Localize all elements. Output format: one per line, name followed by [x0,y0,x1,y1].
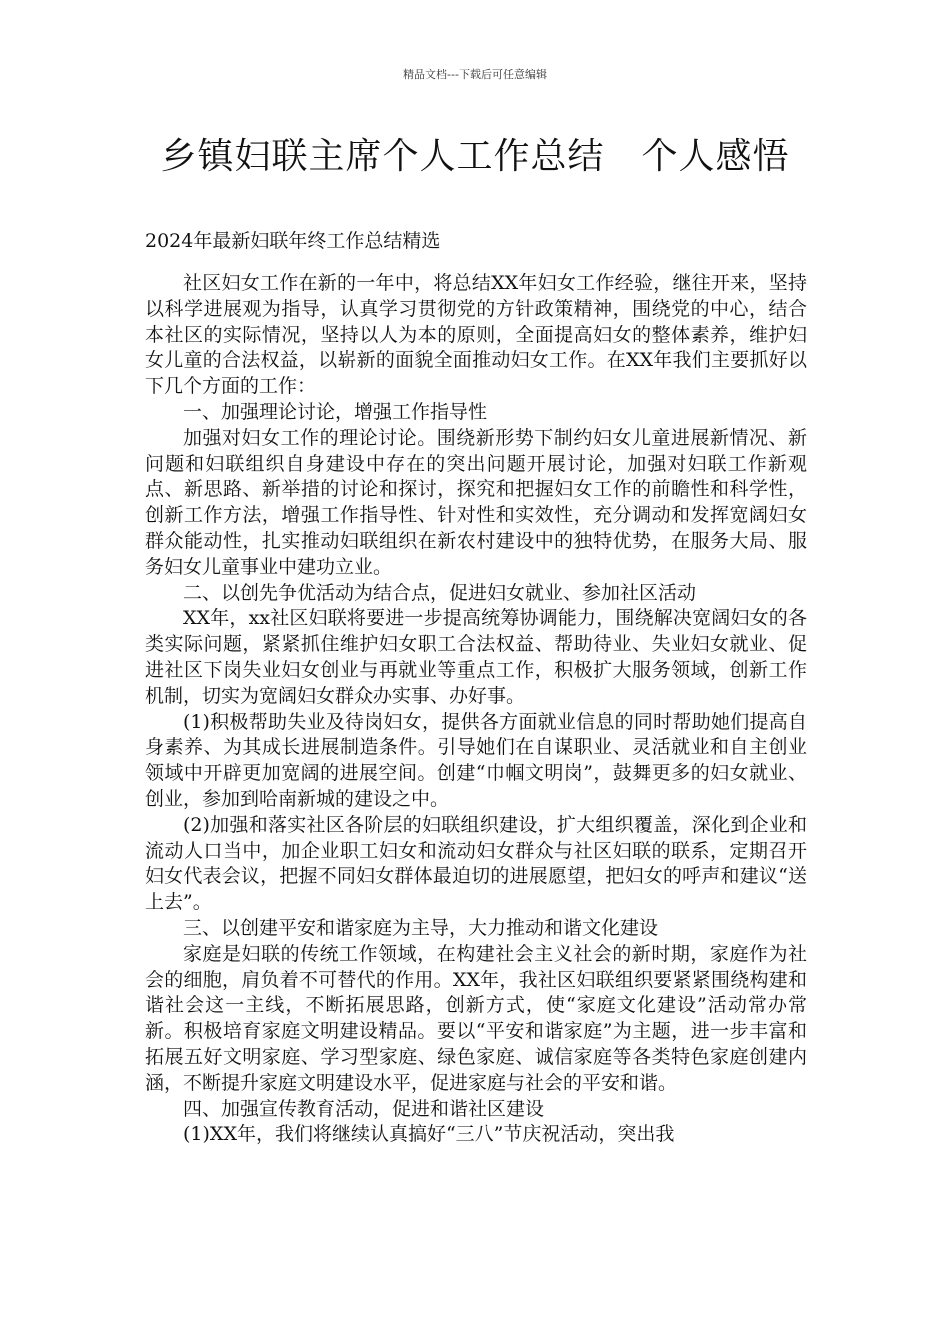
section-heading-4: 四、加强宣传教育活动，促进和谐社区建设 [183,1097,545,1120]
list-item-2: (2)加强和落实社区各阶层的妇联组织建设，扩大组织覆盖，深化到企业和流动人口当中，加企业职工妇女和流动妇女群众与社区妇联的联系，定期召开妇女代表会议，把握不同妇女群体最迫切的进展愿望，把妇女的呼声和建议“送上去”。 [145,813,807,914]
body-paragraph: 加强对妇女工作的理论讨论。围绕新形势下制约妇女儿童进展新情况、新问题和妇联组织自身建设中存在的突出问题开展讨论，加强对妇联工作新观点、新思路、新举措的讨论和探讨，探究和把握妇女工作的前瞻性和科学性，创新工作方法，增强工作指导性、针对性和实效性，充分调动和发挥宽阔妇女群众能动性，扎实推动妇联组织在新农村建设中的独特优势，在服务大局、服务妇女儿童事业中建功立业。 [145,426,807,578]
section-heading-2: 二、以创先争优活动为结合点，促进妇女就业、参加社区活动 [183,581,697,604]
list-item-3: (1)XX年，我们将继续认真搞好“三八”节庆祝活动，突出我 [183,1123,675,1146]
header-note: 精品文档---下载后可任意编辑 [403,68,547,81]
body-paragraph: 家庭是妇联的传统工作领域，在构建社会主义社会的新时期，家庭作为社会的细胞，肩负着不可替代的作用。XX年，我社区妇联组织要紧紧围绕构建和谐社会这一主线，不断拓展思路，创新方式，使“家庭文化建设”活动常办常新。积极培育家庭文明建设精品。要以“平安和谐家庭”为主题，进一步丰富和拓展五好文明家庭、学习型家庭、绿色家庭、诚信家庭等各类特色家庭创建内涵，不断提升家庭文明建设水平，促进家庭与社会的平安和谐。 [145,942,807,1094]
section-heading-1: 一、加强理论讨论，增强工作指导性 [183,400,488,423]
intro-paragraph: 社区妇女工作在新的一年中，将总结XX年妇女工作经验，继往开来，坚持以科学进展观为指导，认真学习贯彻党的方针政策精神，围绕党的中心，结合本社区的实际情况，坚持以人为本的原则，全面提高妇女的整体素养，维护妇女儿童的合法权益，以崭新的面貌全面推动妇女工作。在XX年我们主要抓好以下几个方面的工作： [145,272,807,398]
document-subtitle: 2024年最新妇联年终工作总结精选 [145,230,441,252]
document-title: 乡镇妇联主席个人工作总结 个人感悟 [160,136,790,177]
section-heading-3: 三、以创建平安和谐家庭为主导，大力推动和谐文化建设 [183,916,659,939]
list-item-1: (1)积极帮助失业及待岗妇女，提供各方面就业信息的同时帮助她们提高自身素养、为其成长进展制造条件。引导她们在自谋职业、灵活就业和自主创业领域中开辟更加宽阔的进展空间。创建“巾帼文明岗”，鼓舞更多的妇女就业、创业，参加到哈南新城的建设之中。 [145,710,807,810]
body-paragraph: XX年，xx社区妇联将要进一步提高统筹协调能力，围绕解决宽阔妇女的各类实际问题，紧紧抓住维护妇女职工合法权益、帮助待业、失业妇女就业、促进社区下岗失业妇女创业与再就业等重点工作，积极扩大服务领域，创新工作机制，切实为宽阔妇女群众办实事、办好事。 [145,607,807,707]
document-body [145,271,807,1148]
